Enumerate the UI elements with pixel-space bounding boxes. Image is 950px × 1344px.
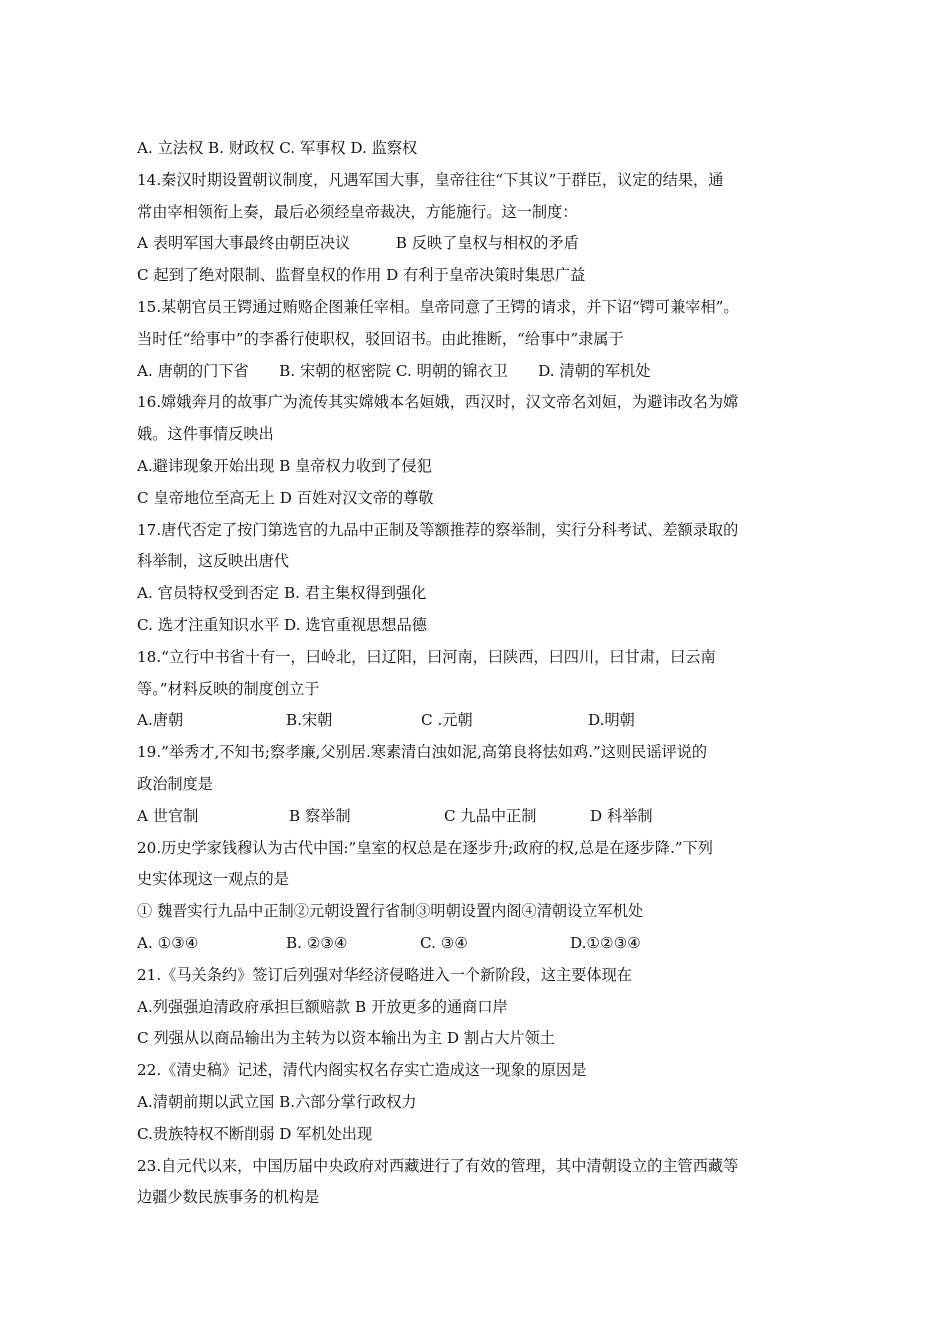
q15-stem-line-1: 15.某朝官员王锷通过贿赂企图兼任宰相。皇帝同意了王锷的请求，并下诏“锷可兼宰相”。	[137, 297, 739, 316]
q21-stem: 21.《马关条约》签订后列强对华经济侵略进入一个新阶段，这主要体现在	[137, 965, 632, 984]
q17-options-ab: A. 官员特权受到否定 B. 君主集权得到强化	[137, 584, 427, 603]
q16-stem-line-2: 娥。这件事情反映出	[137, 425, 274, 444]
q14-stem-line-1: 14.秦汉时期设置朝议制度，凡遇军国大事，皇帝往往“下其议”于群臣，议定的结果，通	[137, 170, 724, 189]
q14-stem-line-2: 常由宰相领衔上奏，最后必须经皇帝裁决，方能施行。这一制度：	[137, 202, 578, 221]
q19-options	[137, 801, 827, 833]
q18-stem-line-1: 18.“立行中书省十有一，曰岭北，曰辽阳，曰河南，曰陕西，曰四川，曰甘肃，曰云南	[137, 647, 716, 666]
q16-options-cd: C 皇帝地位至高无上 D 百姓对汉文帝的尊敬	[137, 488, 434, 507]
q21-options-cd: C 列强从以商品输出为主转为以资本输出为主 D 割占大片领土	[137, 1029, 555, 1048]
q20-option-a: A. ①③④	[137, 933, 199, 952]
q19-option-c: C 九品中正制	[444, 806, 537, 825]
q20-statements: ① 魏晋实行九品中正制②元朝设置行省制③明朝设置内阁④清朝设立军机处	[137, 902, 644, 921]
q22-stem: 22.《清史稿》记述，清代内阁实权名存实亡造成这一现象的原因是	[137, 1061, 587, 1080]
q18-option-c: C .元朝	[421, 711, 473, 730]
q20-options	[137, 928, 827, 960]
q18-option-b: B.宋朝	[286, 711, 333, 730]
q17-stem-line-1: 17.唐代否定了按门第选官的九品中正制及等额推荐的察举制，实行分科考试、差额录取的	[137, 520, 739, 539]
q22-options-cd: C.贵族特权不断削弱 D 军机处出现	[137, 1124, 373, 1143]
q16-options-ab: A.避讳现象开始出现 B 皇帝权力收到了侵犯	[137, 456, 432, 475]
q18-stem-line-2: 等。”材料反映的制度创立于	[137, 679, 320, 698]
q19-option-d: D 科举制	[590, 806, 653, 825]
q19-stem-line-1: 19.”举秀才,不知书;察孝廉,父别居.寒素清白浊如泥,高第良将怯如鸡.”这则民谣评说的	[137, 743, 708, 762]
q18-option-a: A.唐朝	[137, 711, 184, 730]
q19-option-a: A 世官制	[137, 806, 199, 825]
q19-stem-line-2: 政治制度是	[137, 774, 213, 793]
question-text	[137, 133, 827, 1214]
q20-stem-line-1: 20.历史学家钱穆认为古代中国:”皇室的权总是在逐步升;政府的权,总是在逐步降.”下列	[137, 838, 713, 857]
q15-options: A. 唐朝的门下省 B. 宋朝的枢密院 C. 明朝的锦衣卫 D. 清朝的军机处	[137, 361, 651, 380]
q16-stem-line-1: 16.嫦娥奔月的故事广为流传其实嫦娥本名姮娥，西汉时，汉文帝名刘姮，为避讳改名为嫦	[137, 393, 739, 412]
q15-stem-line-2: 当时任“给事中”的李番行使职权，驳回诏书。由此推断，“给事中”隶属于	[137, 329, 624, 348]
q20-option-b: B. ②③④	[286, 933, 348, 952]
q21-options-ab: A.列强强迫清政府承担巨额赔款 B 开放更多的通商口岸	[137, 997, 508, 1016]
q17-options-cd: C. 选才注重知识水平 D. 选官重视思想品德	[137, 615, 427, 634]
q23-stem-line-1: 23.自元代以来，中国历届中央政府对西藏进行了有效的管理，其中清朝设立的主管西藏等	[137, 1156, 739, 1175]
q17-stem-line-2: 科举制，这反映出唐代	[137, 552, 289, 571]
q14-options-ab: A 表明军国大事最终由朝臣决议 B 反映了皇权与相权的矛盾	[137, 234, 579, 253]
q23-stem-line-2: 边疆少数民族事务的机构是	[137, 1188, 320, 1207]
q19-option-b: B 察举制	[289, 806, 351, 825]
q18-options	[137, 705, 827, 737]
q14-options-cd: C 起到了绝对限制、监督皇权的作用 D 有利于皇帝决策时集思广益	[137, 266, 586, 285]
q18-option-d: D.明朝	[588, 711, 635, 730]
q13-options: A. 立法权 B. 财政权 C. 军事权 D. 监察权	[137, 139, 418, 157]
q20-stem-line-2: 史实体现这一观点的是	[137, 870, 289, 889]
q22-options-ab: A.清朝前期以武立国 B.六部分掌行政权力	[137, 1092, 417, 1111]
q20-option-c: C. ③④	[420, 933, 468, 952]
q20-option-d: D.①②③④	[570, 933, 641, 952]
